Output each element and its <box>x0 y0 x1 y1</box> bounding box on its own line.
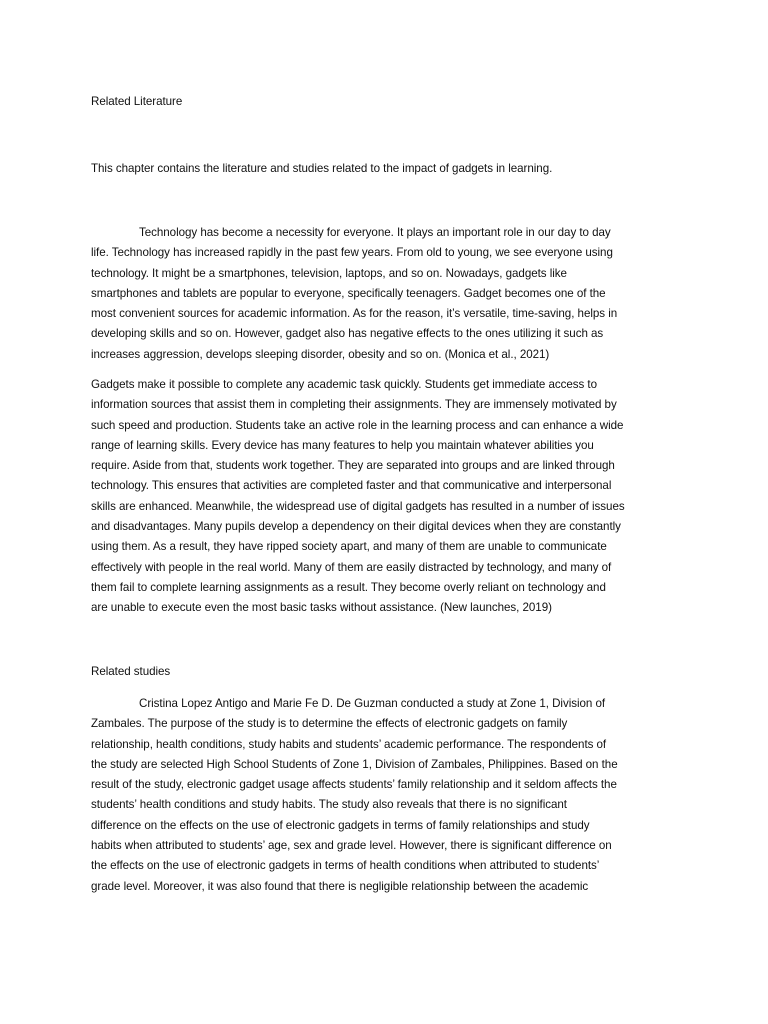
paragraph-line: most convenient sources for academic information. As for the reason, it’s versatile, time-saving, helps in <box>91 307 618 321</box>
paragraph-technology <box>91 223 691 365</box>
paragraph-line: the effects on the use of electronic gadgets in terms of health conditions when attributed to students’ <box>91 859 600 873</box>
paragraph-study <box>91 694 691 897</box>
paragraph-line: and disadvantages. Many pupils develop a dependency on their digital devices when they are constantly <box>91 520 621 534</box>
paragraph-gadgets <box>91 375 691 619</box>
paragraph-line: habits when attributed to students’ age, sex and grade level. However, there is significant difference on <box>91 839 612 853</box>
paragraph-line: skills are enhanced. Meanwhile, the widespread use of digital gadgets has resulted in a number of issues <box>91 499 625 513</box>
paragraph-line: Zambales. The purpose of the study is to determine the effects of electronic gadgets on family <box>91 717 568 731</box>
paragraph-line: range of learning skills. Every device has many features to help you maintain whatever abilities you <box>91 438 594 452</box>
paragraph-line: Gadgets make it possible to complete any academic task quickly. Students get immediate access to <box>91 378 598 391</box>
paragraph-line: students’ health conditions and study habits. The study also reveals that there is no significant <box>91 798 567 812</box>
paragraph-line: information sources that assist them in completing their assignments. They are immensely motivated by <box>91 398 617 412</box>
paragraph-line: smartphones and tablets are popular to everyone, specifically teenagers. Gadget becomes one of the <box>91 286 606 300</box>
section-heading-related-literature: Related Literature <box>91 95 183 108</box>
paragraph-line: life. Technology has increased rapidly in the past few years. From old to young, we see everyone using <box>91 246 613 260</box>
paragraph-line: developing skills and so on. However, gadget also has negative effects to the ones utilizing it such as <box>91 327 604 341</box>
paragraph-line: technology. It might be a smartphones, television, laptops, and so on. Nowadays, gadgets like <box>91 266 567 280</box>
paragraph-line: technology. This ensures that activities are completed faster and that communicative and interpersonal <box>91 479 612 493</box>
paragraph-line: using them. As a result, they have ripped society apart, and many of them are unable to communicate <box>91 540 607 554</box>
paragraph-line: result of the study, electronic gadget usage affects students’ family relationship and it seldom affects the <box>91 778 617 792</box>
paragraph-line: Technology has become a necessity for everyone. It plays an important role in our day to day <box>139 226 611 239</box>
paragraph-line: relationship, health conditions, study habits and students’ academic performance. The respondents of <box>91 737 607 751</box>
paragraph-line: are unable to execute even the most basic tasks without assistance. (New launches, 2019) <box>91 601 552 615</box>
paragraph-line: increases aggression, develops sleeping disorder, obesity and so on. (Monica et al., 2021) <box>91 347 550 361</box>
paragraph-line: them fail to complete learning assignments as a result. They become overly reliant on technology and <box>91 580 606 594</box>
paragraph-line: such speed and production. Students take an active role in the learning process and can enhance a wide <box>91 418 624 432</box>
paragraph-line: effectively with people in the real world. Many of them are easily distracted by technology, and many of <box>91 560 612 574</box>
paragraph-line: the study are selected High School Students of Zone 1, Division of Zambales, Philippines. Based on the <box>91 757 618 771</box>
paragraph-line: difference on the effects on the use of electronic gadgets in terms of family relationships and study <box>91 818 590 832</box>
paragraph-line: grade level. Moreover, it was also found that there is negligible relationship between the academic <box>91 879 589 893</box>
intro-sentence: This chapter contains the literature and studies related to the impact of gadgets in learning. <box>91 162 553 175</box>
paragraph-line: Cristina Lopez Antigo and Marie Fe D. De Guzman conducted a study at Zone 1, Division of <box>139 697 606 710</box>
section-heading-related-studies: Related studies <box>91 665 171 678</box>
paragraph-line: require. Aside from that, students work together. They are separated into groups and are linked through <box>91 459 615 473</box>
